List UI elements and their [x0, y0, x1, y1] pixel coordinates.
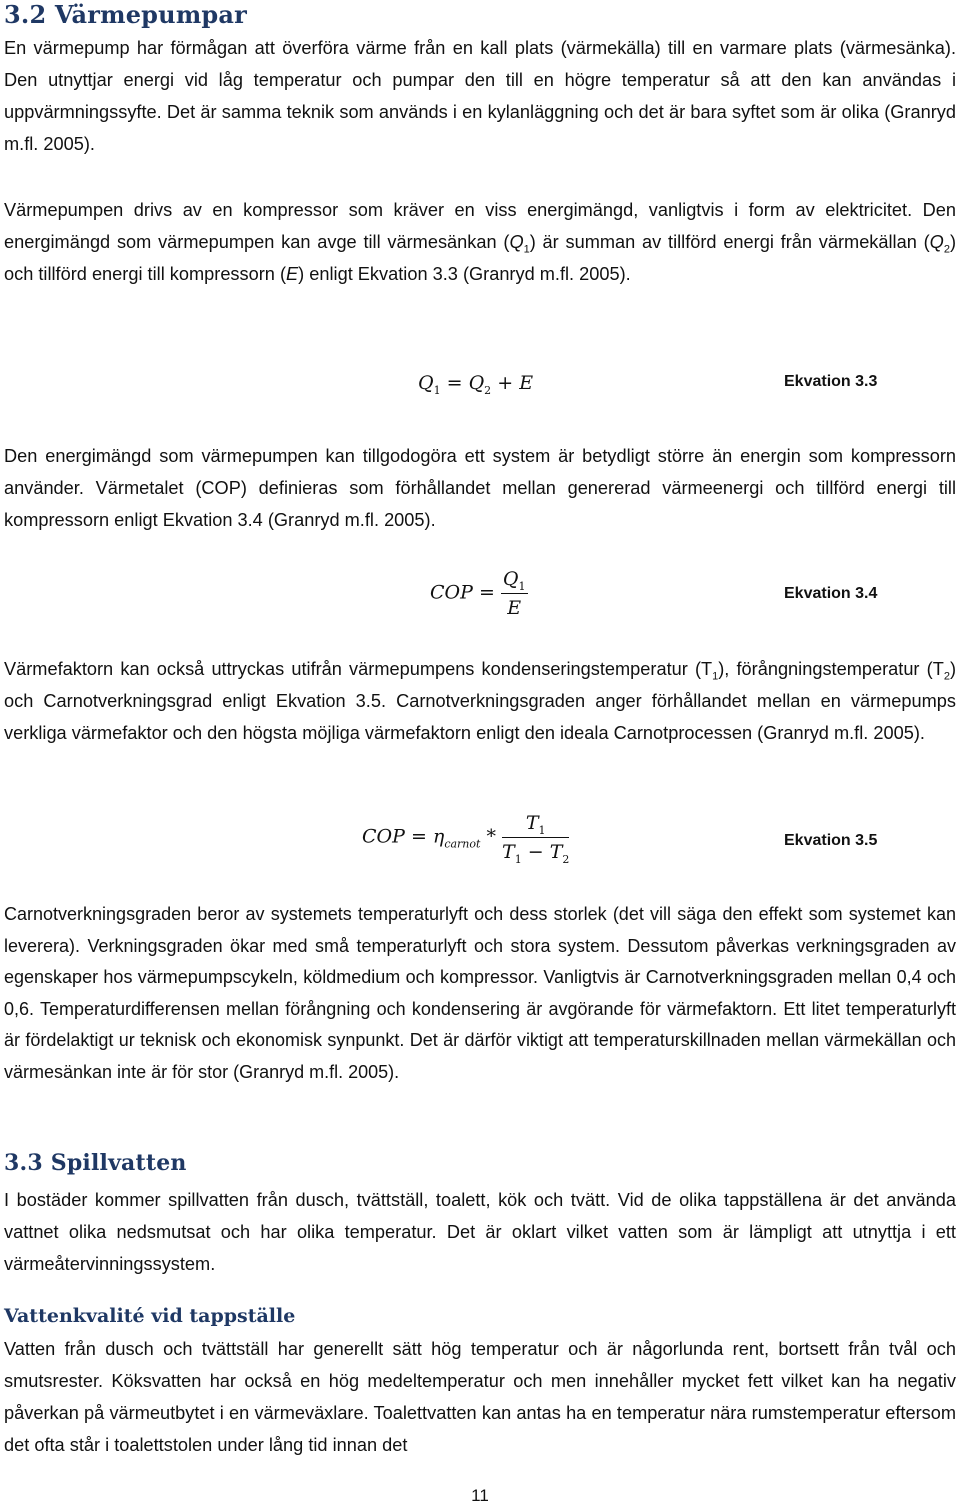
page-number: 11	[471, 1486, 489, 1505]
section-heading-spillvatten: 3.3 Spillvatten	[4, 1150, 187, 1176]
paragraph-cop: Den energimängd som värmepumpen kan tillgodogöra ett system är betydligt större än energin som kompressorn använder. Värmetalet (COP) definieras som förhållandet mellan genererad värmeenergi och tillförd energi till kompressorn enligt Ekvation 3.4 (Granryd m.fl. 2005).	[4, 446, 956, 530]
paragraph-intro: En värmepump har förmågan att överföra värme från en kall plats (värmekälla) till en varmare plats (värmesänka). Den utnyttjar energi vid låg temperatur och pumpar den till en högre temperatur så att den kan användas i uppvärmningssyfte. Det är samma teknik som används i en kylanläggning och det är bara syftet som är olika (Granryd m.fl. 2005).	[4, 38, 956, 154]
equation-3-3: $Q_1 = Q_2 + E$	[418, 372, 534, 397]
paragraph-vattenkvalite: Vatten från dusch och tvättställ har generellt sätt hög temperatur och är någorlunda rent, bortsett från tvål och smutsrester. Köksvatten har också en hög medeltemperatur och men innehåller mycket fett vilket kan ha negativ påverkan på värmeutbytet i en värmeväxlare. Toalettvatten kan antas ha en temperatur nära rumstemperatur eftersom det ofta står i toalettstolen under lång tid innan det	[4, 1339, 956, 1455]
equation-label-3-5: Ekvation 3.5	[784, 832, 878, 849]
paragraph-carnot: Carnotverkningsgraden beror av systemets temperaturlyft och dess storlek (det vill säga den effekt som systemet kan leverera). Verkningsgraden ökar med små temperaturlyft och stora system. Dessutom påverkas verkningsgraden av egenskaper hos värmepumpscykeln, köldmedium och kompressor. Vanligtvis är Carnotverkningsgraden mellan 0,4 och 0,6. Temperaturdifferensen mellan förångning och kondensering är avgörande för värmefaktorn. Ett litet temperaturlyft är fördelaktigt ur teknisk och ekonomisk synpunkt. Det är därför viktigt att temperaturskillnaden mellan värmekällan och värmesänkan inte är för stor (Granryd m.fl. 2005).	[4, 904, 956, 1082]
equation-3-4: COP = $\frac{Q_1}{E}$	[430, 568, 526, 619]
fraction: $\frac{T_1}{T_1 - T_2}$	[502, 812, 570, 866]
paragraph-kompressor: Värmepumpen drivs av en kompressor som kräver en viss energimängd, vanligtvis i form av elektricitet. Den energimängd som värmepumpen kan avge till värmesänkan $(Q_1)$ är summan av tillförd energi från värmekällan $(Q_2)$ och tillförd energi till kompressorn (E) enligt Ekvation 3.3 (Granryd m.fl. 2005).	[4, 200, 957, 284]
fraction: $\frac{Q_1}{E}$	[502, 568, 526, 619]
section-heading-varmepumpar: 3.2 Värmepumpar	[4, 0, 247, 29]
subheading-vattenkvalite: Vattenkvalité vid tappställe	[4, 1305, 296, 1327]
equation-label-3-4: Ekvation 3.4	[784, 585, 878, 602]
equation-label-3-3: Ekvation 3.3	[784, 373, 878, 390]
paragraph-varmefaktor: Värmefaktorn kan också uttryckas utifrån värmepumpens kondenseringstemperatur $(T_1)$, förångningstemperatur $(T_2)$ och Carnotverkningsgrad enligt Ekvation 3.5. Carnotverkningsgraden anger förhållandet mellan en värmepumps verkliga värmefaktor och den högsta möjliga värmefaktorn enligt den ideala Carnotprocessen (Granryd m.fl. 2005).	[4, 659, 956, 743]
paragraph-spillvatten: I bostäder kommer spillvatten från dusch, tvättställ, toalett, kök och tvätt. Vid de olika tappställena är det använda vattnet olika nedsmutsat och har olika temperatur. Det är oklart vilket vatten som är lämpligt att utnyttja i ett värmeåtervinningssystem.	[4, 1190, 956, 1274]
equation-3-5: COP = $\eta_{carnot}$ * $\frac{T_1}{T_1 - T_2}$	[362, 812, 570, 866]
